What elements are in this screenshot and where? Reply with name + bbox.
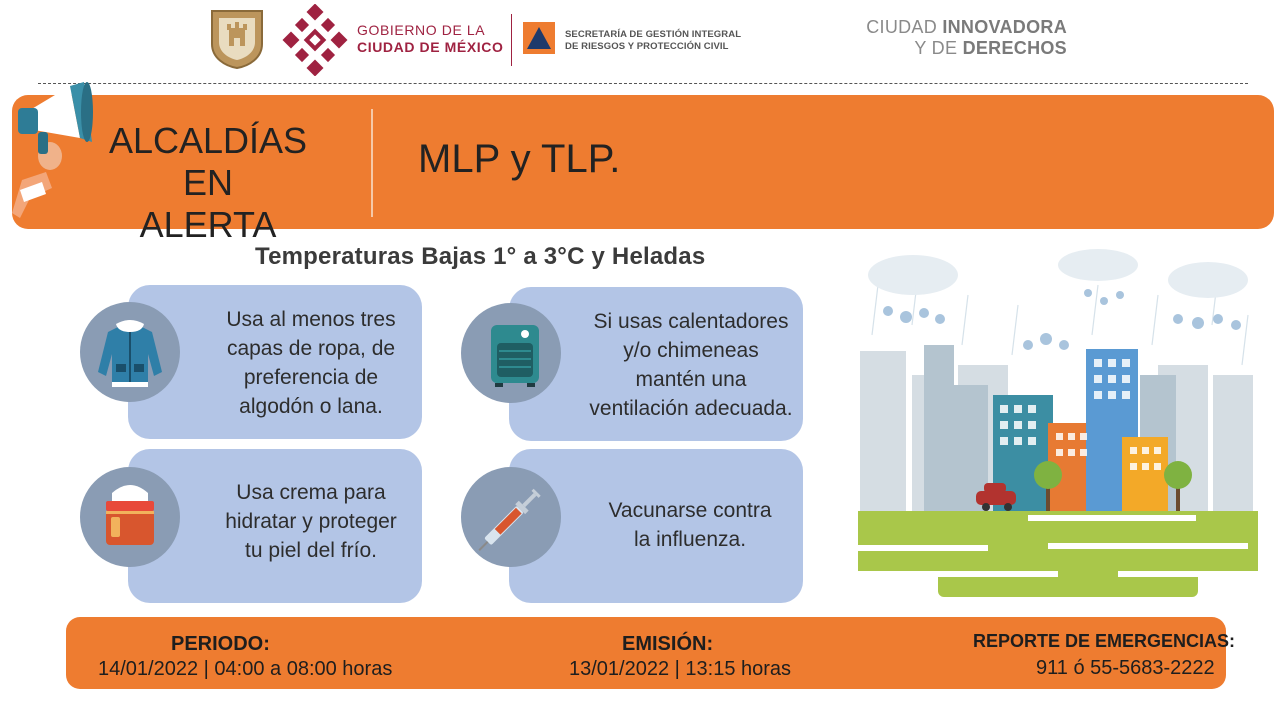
emergency-phone: 911 ó 55-5683-2222 [1036, 657, 1215, 679]
tip-text-vaccine [592, 496, 788, 554]
emergency-label: REPORTE DE EMERGENCIAS: [973, 631, 1236, 651]
government-line-1: GOBIERNO DE LA [357, 22, 486, 38]
tip-text-cream [206, 478, 416, 565]
affected-boroughs: MLP y TLP. [418, 137, 621, 181]
emission-label: EMISIÓN: [622, 633, 714, 655]
banner-title-line-1: ALCALDÍAS EN [108, 120, 308, 203]
tip-line: tu piel del frío. [245, 539, 377, 562]
tip-line: Usa al menos tres [226, 308, 396, 331]
dotted-divider [38, 83, 1248, 84]
tip-line: Usa crema para [236, 481, 386, 504]
motto-text-bold: DERECHOS [962, 38, 1067, 58]
tip-line: preferencia de [243, 366, 379, 389]
motto-text: CIUDAD [866, 17, 943, 37]
syringe-icon [461, 467, 561, 567]
motto-text: Y DE [914, 38, 963, 58]
tip-icon-circle [80, 467, 180, 567]
header-divider [511, 14, 512, 66]
banner-divider [371, 109, 373, 217]
motto-text-bold: INNOVADORA [942, 17, 1067, 37]
banner-title-line-2: ALERTA [139, 204, 277, 245]
tip-line: mantén una [635, 368, 747, 391]
cream-jar-icon [80, 467, 180, 567]
cold-city-illustration [858, 245, 1258, 605]
civil-protection-logo-icon [523, 22, 555, 54]
tip-line: Vacunarse contra [608, 499, 772, 522]
secretariat-name [565, 29, 741, 52]
cdmx-coat-of-arms-icon [209, 8, 265, 70]
city-motto [820, 17, 1067, 59]
alert-subtitle: Temperaturas Bajas 1° a 3°C y Heladas [255, 243, 706, 270]
tip-text-layers [210, 305, 412, 421]
tip-text-heater [574, 307, 808, 423]
government-line-2: CIUDAD DE MÉXICO [357, 39, 504, 55]
tip-icon-circle [80, 302, 180, 402]
tip-icon-circle [461, 303, 561, 403]
cdmx-logo-icon [282, 4, 348, 76]
tip-line: y/o chimeneas [623, 339, 759, 362]
government-name [357, 22, 504, 56]
period-value: 14/01/2022 | 04:00 a 08:00 horas [98, 658, 393, 680]
secretariat-line-1: SECRETARÍA DE GESTIÓN INTEGRAL [565, 29, 742, 40]
tip-line: Si usas calentadores [593, 310, 789, 333]
megaphone-icon [8, 78, 100, 218]
tip-line: algodón o lana. [239, 395, 383, 418]
tip-line: la influenza. [633, 528, 747, 551]
winter-jacket-icon [80, 302, 180, 402]
heater-icon [461, 303, 561, 403]
tip-line: capas de ropa, de [226, 337, 396, 360]
header [0, 0, 1280, 82]
tip-icon-circle [461, 467, 561, 567]
secretariat-line-2: DE RIESGOS Y PROTECCIÓN CIVIL [565, 40, 729, 52]
period-label: PERIODO: [171, 633, 270, 655]
banner-title [88, 120, 328, 246]
emission-value: 13/01/2022 | 13:15 horas [569, 658, 792, 680]
tip-line: ventilación adecuada. [589, 397, 793, 420]
tip-line: hidratar y proteger [225, 510, 397, 533]
